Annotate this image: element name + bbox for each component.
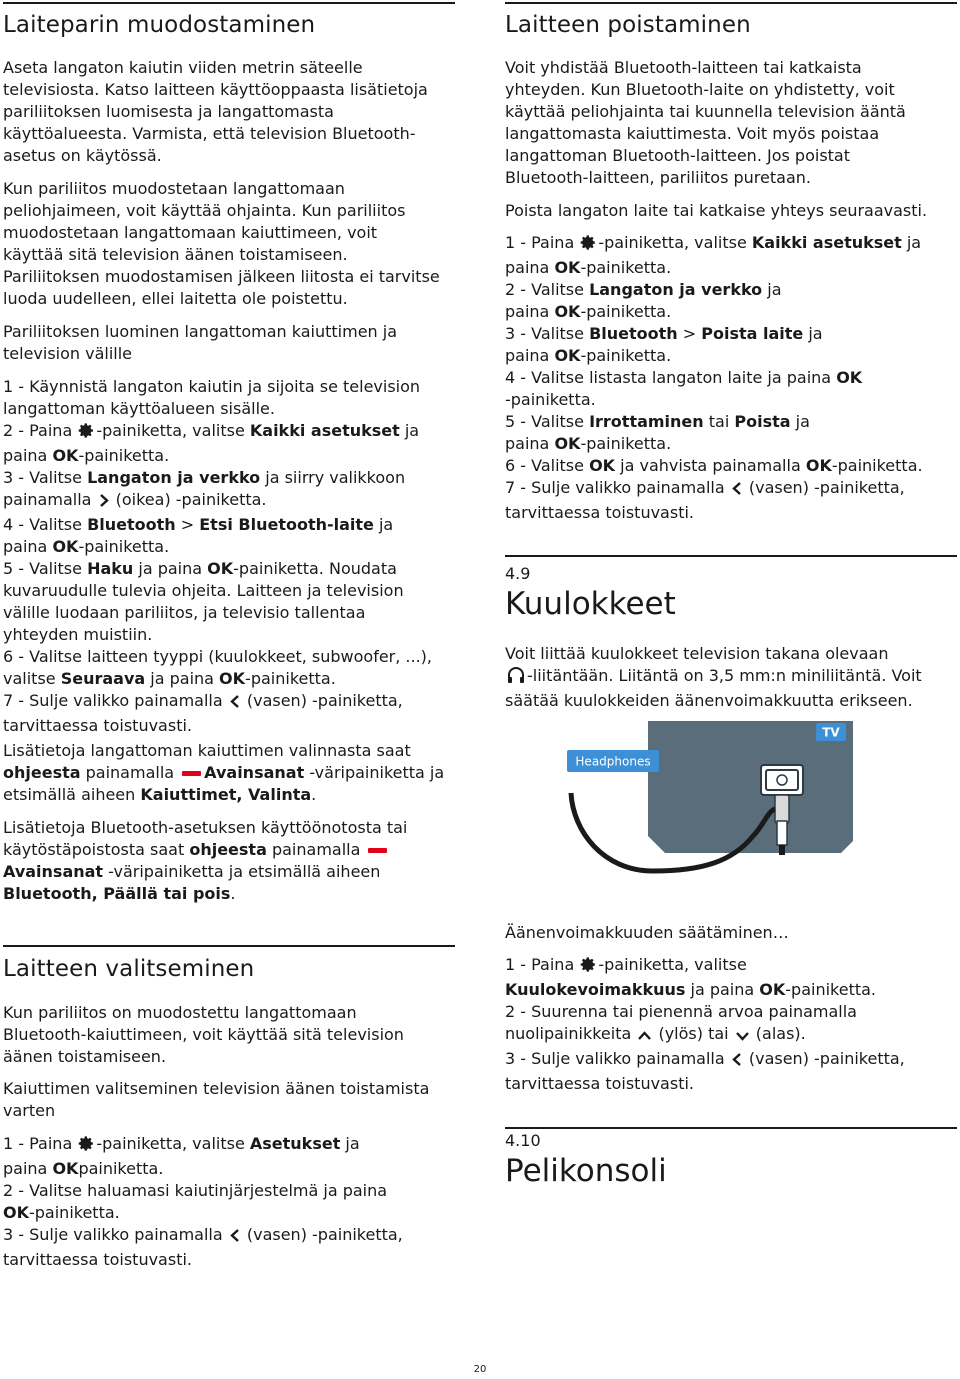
section-rule [505,555,957,557]
chevron-right-icon [98,492,110,514]
heading-volume-adjust: Äänenvoimakkuuden säätäminen… [505,923,789,942]
section-rule [3,2,455,4]
headphones-illustration-label: Headphones [575,754,651,769]
info-speaker-selection: Lisätietoja langattoman kaiuttimen valinnasta saat ohjeesta painamalla Avainsanat -väripainiketta ja etsimällä aiheen Kaiuttimet, Valinta. [3,741,445,804]
red-color-key-icon [368,848,387,853]
gear-icon [580,956,597,979]
paragraph-select-intro: Kun pariliitos on muodostettu langattomaan Bluetooth-kaiuttimeen, voit käyttää sitä television äänen toistamiseen. [3,1003,404,1066]
tv-tag-label: TV [822,725,840,740]
heading-headphones: Kuulokkeet [505,586,676,622]
headphones-icon [506,666,526,690]
paragraph-pairing-intro: Aseta langaton kaiutin viiden metrin säteelle televisiosta. Katso laitteen käyttöoppaasta lisätietoja pariliitoksen luomisesta ja langattomasta käyttöalueesta. Varmista, että television Bluetooth- asetus on käytössä. [3,58,428,165]
heading-pairing: Laiteparin muodostaminen [3,12,316,38]
section-rule [505,1127,957,1129]
gear-icon [580,234,597,257]
section-number: 4.10 [505,1131,541,1150]
gear-icon [78,1135,95,1158]
paragraph-pairing-how: Pariliitoksen luominen langattoman kaiuttimen ja television välille [3,322,398,363]
paragraph-remove-intro: Voit yhdistää Bluetooth-laitteen tai katkaista yhteyden. Kun Bluetooth-laite on yhdistetty, voit käyttää peliohjainta tai kuunnella television ääntä langattomasta kaiuttimesta. Voit myös poistaa langattoman Bluetooth-laitteen. Jos poistat Bluetooth-laitteen, pariliitos puretaan. [505,58,906,187]
paragraph-remove-how: Poista langaton laite tai katkaise yhteys seuraavasti. [505,201,928,220]
red-color-key-icon [182,771,201,776]
pairing-steps: 1 - Käynnistä langaton kaiutin ja sijoita se television langattoman käyttöalueen sisälle. 2 - Paina -painiketta, valitse Kaikki asetukset ja paina OK-painiketta. 3 - Valitse Langaton ja verkko ja siirry valikkoon painamalla (oikea) -painiketta. 4 - Valitse Bluetooth > Etsi Bluetooth-laite ja paina OK-painiketta. 5 - Valitse Haku ja paina OK-painiketta. Noudata kuvaruudulle tulevia ohjeita. Laitteen ja television välille luodaan pariliitos, ja televisio tallentaa yhteyden muistiin. 6 - Valitse laitteen tyyppi (kuulokkeet, subwoofer, ...), valitse Seuraava ja paina OK-painiketta. 7 - Sulje valikko painamalla (vasen) -painiketta, tarvittaessa toistuvasti. [3,377,433,735]
chevron-left-icon [229,693,241,715]
section-rule [505,2,957,4]
chevron-left-icon [731,480,743,502]
info-bluetooth-setting: Lisätietoja Bluetooth-asetuksen käyttöönotosta tai käytöstäpoistosta saat ohjeesta painamalla Avainsanat -väripainiketta ja etsimällä aiheen Bluetooth, Päällä tai pois. [3,818,408,903]
section-number: 4.9 [505,564,531,583]
remove-steps: 1 - Paina -painiketta, valitse Kaikki asetukset ja paina OK-painiketta. 2 - Valitse Langaton ja verkko ja paina OK-painiketta. 3 - Valitse Bluetooth > Poista laite ja paina OK-painiketta. 4 - Valitse listasta langaton laite ja paina OK -painiketta. 5 - Valitse Irrottaminen tai Poista ja paina OK-painiketta. 6 - Valitse OK ja vahvista painamalla OK-painiketta. 7 - Sulje valikko painamalla (vasen) -painiketta, tarvittaessa toistuvasti. [505,233,923,522]
paragraph-headphones: Voit liittää kuulokkeet television takana olevaan -liitäntään. Liitäntä on 3,5 mm:n miniliitäntä. Voit säätää kuulokkeiden äänenvoimakkuutta erikseen. [505,644,922,710]
paragraph-pairing-usage: Kun pariliitos muodostetaan langattomaan peliohjaimeen, voit käyttää ohjainta. Kun pariliitos muodostetaan langattomaan kaiuttimeen, voit käyttää sitä television äänen toistamiseen. Pariliitoksen muodostamisen jälkeen liitosta ei tarvitse luoda uudelleen, ellei laitetta ole poistettu. [3,179,440,308]
gear-icon [78,422,95,445]
chevron-left-icon [731,1051,743,1073]
heading-game-console: Pelikonsoli [505,1153,667,1189]
heading-remove-device: Laitteen poistaminen [505,12,751,38]
chevron-up-icon [637,1026,652,1048]
paragraph-select-how: Kaiuttimen valitseminen television äänen toistamista varten [3,1079,430,1120]
heading-select-device: Laitteen valitseminen [3,956,255,982]
section-rule [3,945,455,947]
headphones-connection-illustration [563,721,853,896]
volume-steps: 1 - Paina -painiketta, valitse Kuulokevoimakkuus ja paina OK-painiketta. 2 - Suurenna tai pienennä arvoa painamalla nuolipainikkeita (ylös) tai (alas). 3 - Sulje valikko painamalla (vasen) -painiketta, tarvittaessa toistuvasti. [505,955,905,1093]
select-steps: 1 - Paina -painiketta, valitse Asetukset ja paina OKpainiketta. 2 - Valitse haluamasi kaiutinjärjestelmä ja paina OK-painiketta. 3 - Sulje valikko painamalla (vasen) -painiketta, tarvittaessa toistuvasti. [3,1134,403,1269]
chevron-down-icon [735,1026,750,1048]
chevron-left-icon [229,1227,241,1249]
page-number: 20 [473,1364,487,1375]
